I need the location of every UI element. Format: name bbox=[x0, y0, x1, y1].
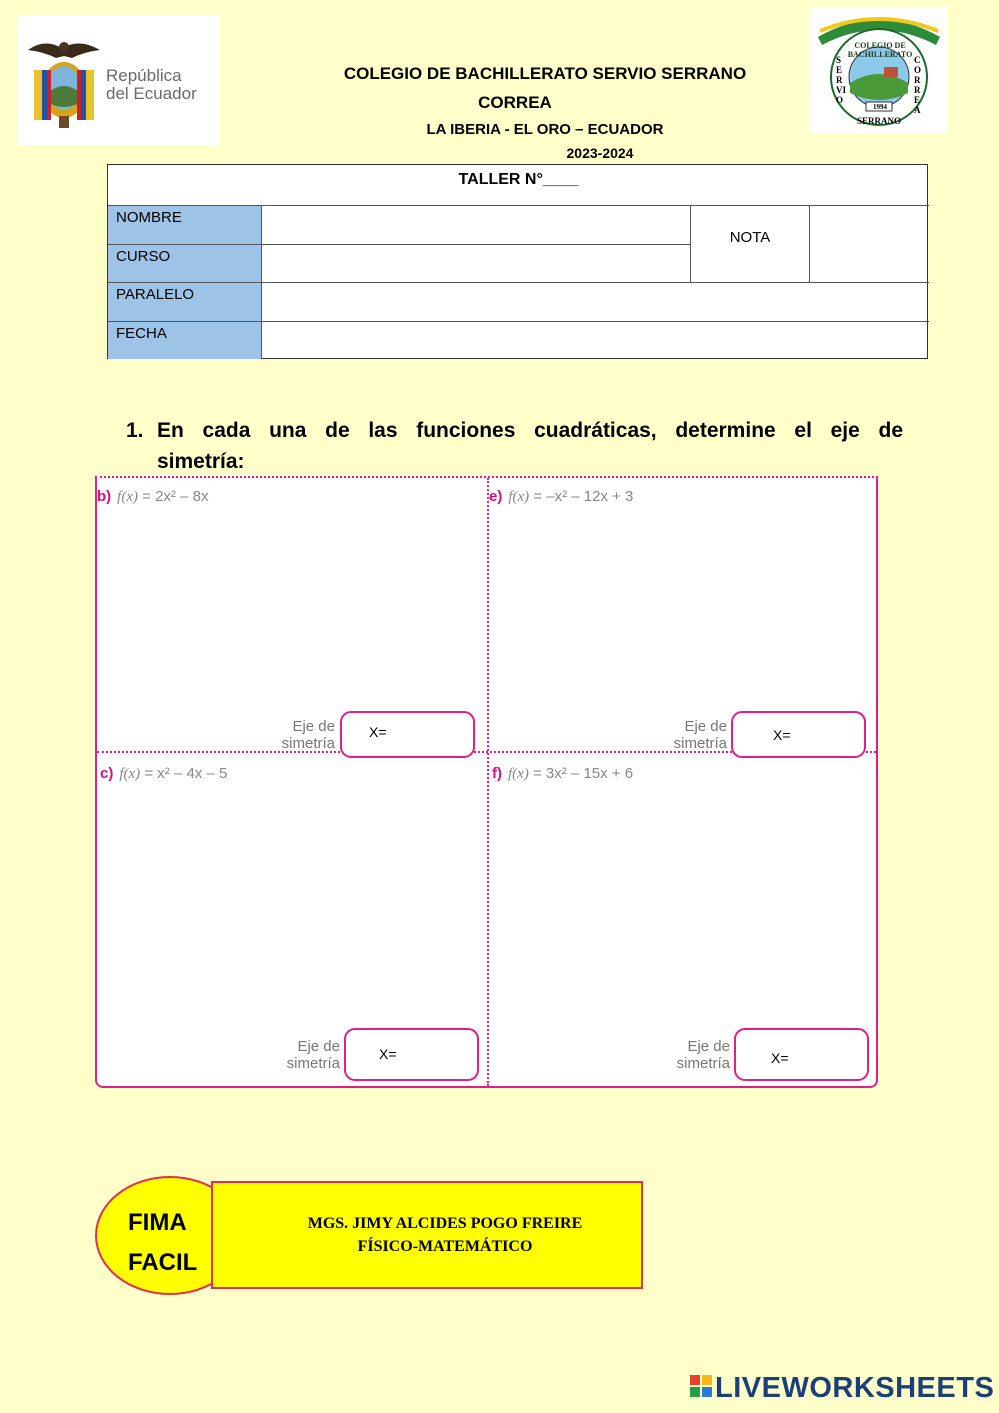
emblem-top-text: COLEGIO DE BACHILLERATO bbox=[847, 41, 913, 59]
exercise-b-answer-box[interactable]: X= bbox=[340, 711, 475, 758]
fecha-field[interactable] bbox=[262, 322, 929, 359]
label-curso: CURSO bbox=[108, 245, 262, 283]
liveworksheets-brand bbox=[690, 1372, 994, 1405]
exercise-b-function: b) f(x) = 2x² – 8x bbox=[97, 488, 209, 505]
emblem-year: 1994 bbox=[873, 103, 887, 111]
fima-text-line1: FIMA bbox=[128, 1209, 187, 1236]
exercise-grid bbox=[95, 476, 878, 1088]
nota-field[interactable] bbox=[810, 206, 929, 283]
emblem-right-text: CORREA bbox=[914, 55, 922, 115]
school-year: 2023-2024 bbox=[566, 145, 634, 161]
exercise-c-function: c) f(x) = x² – 4x – 5 bbox=[100, 765, 228, 782]
exercise-b-eje-label: Eje de simetría bbox=[281, 718, 335, 752]
label-nota: NOTA bbox=[691, 206, 810, 283]
exercise-f-answer-box[interactable]: X= bbox=[734, 1028, 869, 1081]
exercise-e-eje-label: Eje de simetría bbox=[673, 718, 727, 752]
school-emblem bbox=[810, 7, 948, 134]
nombre-field[interactable] bbox=[262, 206, 691, 245]
exercise-e-function: e) f(x) = –x² – 12x + 3 bbox=[489, 488, 634, 505]
author-role: FÍSICO-MATEMÁTICO bbox=[357, 1238, 533, 1255]
grid-vertical-divider bbox=[487, 478, 489, 1086]
author-name: MGS. JIMY ALCIDES POGO FREIRE bbox=[307, 1215, 583, 1232]
question-1 bbox=[126, 415, 903, 447]
curso-field[interactable] bbox=[262, 245, 691, 283]
exercise-c-eje-label: Eje de simetría bbox=[286, 1038, 340, 1072]
school-name-line1: COLEGIO DE BACHILLERATO SERVIO SERRANO bbox=[343, 64, 747, 83]
question-text-line1: En cada una de las funciones cuadráticas, determine el eje de bbox=[157, 419, 903, 442]
exercise-c-answer-box[interactable]: X= bbox=[344, 1028, 479, 1081]
logo-text-republica: República bbox=[106, 66, 182, 85]
school-emblem-icon bbox=[810, 7, 948, 134]
logo-text-ecuador: del Ecuador bbox=[106, 84, 197, 103]
exercise-e-answer-box[interactable]: X= bbox=[731, 711, 866, 758]
student-info-table bbox=[107, 164, 928, 359]
fima-text-line2: FACIL bbox=[128, 1249, 198, 1276]
coat-of-arms-icon bbox=[24, 30, 104, 140]
taller-title: TALLER N°____ bbox=[108, 165, 929, 206]
emblem-bottom-text: SERRANO bbox=[856, 116, 901, 126]
republica-ecuador-logo bbox=[18, 15, 220, 145]
liveworksheets-text: LIVEWORKSHEETS bbox=[715, 1372, 995, 1404]
emblem-left-text: SERVIO bbox=[836, 55, 847, 105]
paralelo-field[interactable] bbox=[262, 283, 929, 322]
school-location: LA IBERIA - EL ORO – ECUADOR bbox=[426, 121, 664, 138]
label-nombre: NOMBRE bbox=[108, 206, 262, 245]
label-fecha: FECHA bbox=[108, 322, 262, 359]
author-box bbox=[211, 1181, 643, 1289]
liveworksheets-logo-icon bbox=[690, 1375, 712, 1397]
exercise-f-function: f) f(x) = 3x² – 15x + 6 bbox=[492, 765, 634, 782]
school-name-line2: CORREA bbox=[478, 93, 552, 112]
label-paralelo: PARALELO bbox=[108, 283, 262, 322]
question-text-line2: simetría: bbox=[157, 450, 245, 473]
exercise-f-eje-label: Eje de simetría bbox=[676, 1038, 730, 1072]
question-number: 1. bbox=[126, 419, 144, 442]
